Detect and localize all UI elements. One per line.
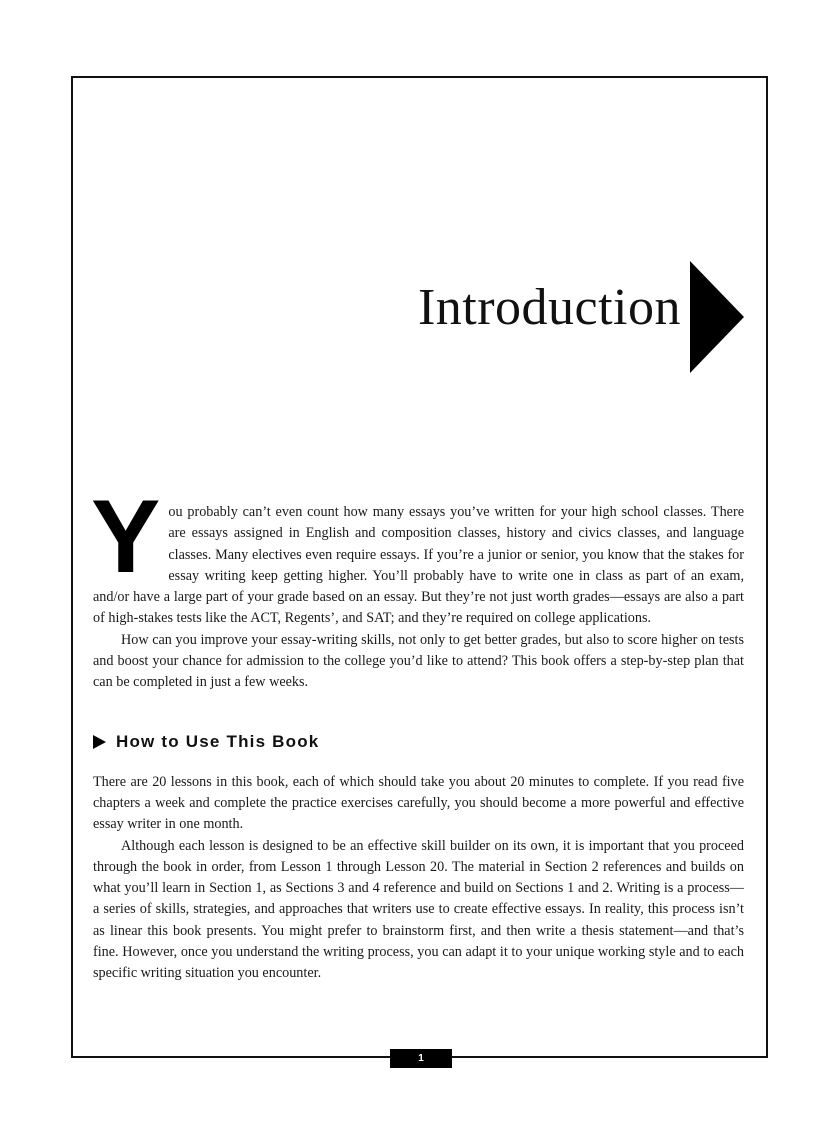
section-paragraph-2: Although each lesson is designed to be an effective skill builder on its own, it is important that you proceed through the book in order, from Lesson 1 through Lesson 20. The material in Section 2 references and builds on what you’ll learn in Section 1, as Sections 3 and 4 reference and build on Sections 1 and 2. Writing is a process—a series of skills, strategies, and approaches that writers use to create effective essays. In reality, this process isn’t as linear this book presents. You might prefer to brainstorm first, and then write a thesis statement—and that’s fine. However, once you understand the writing process, you can adapt it to your unique working style and to each specific writing situation you encounter. [93,837,744,982]
section-paragraph-1: There are 20 lessons in this book, each of which should take you about 20 minutes to complete. If you read five chapters a week and complete the practice exercises carefully, you should become a more powerful and effective essay writer in one month. [93,773,744,833]
drop-cap: Y [91,479,161,595]
chapter-arrow-icon [690,261,744,373]
intro-paragraph-2: How can you improve your essay-writing skills, not only to get better grades, but also to score higher on tests and boost your chance for admission to the college you’d like to attend? This book offers a step-by-step plan that can be completed in just a few weeks. [93,631,744,691]
body-text [91,479,744,985]
intro-paragraph-1 [91,479,744,630]
page-number: 1 [390,1049,452,1068]
intro-paragraph-1-text: ou probably can’t even count how many essays you’ve written for your high school classes. There are essays assigned in English and composition classes, history and civics classes, and language classes. Many electives even require essays. If you’re a junior or senior, you know that the stakes for essay writing keep getting higher. You’ll probably have to write one in class as part of an exam, and/or have a large part of your grade based on an essay. But they’re not just worth grades—essays are also a part of high-stakes tests like the ACT, Regents’, and SAT; and they’re required on college applications. [93,504,744,627]
section-heading [93,732,744,752]
heading-arrow-icon [93,735,106,749]
section-heading-text: How to Use This Book [116,731,320,751]
chapter-title: Introduction [417,279,681,336]
